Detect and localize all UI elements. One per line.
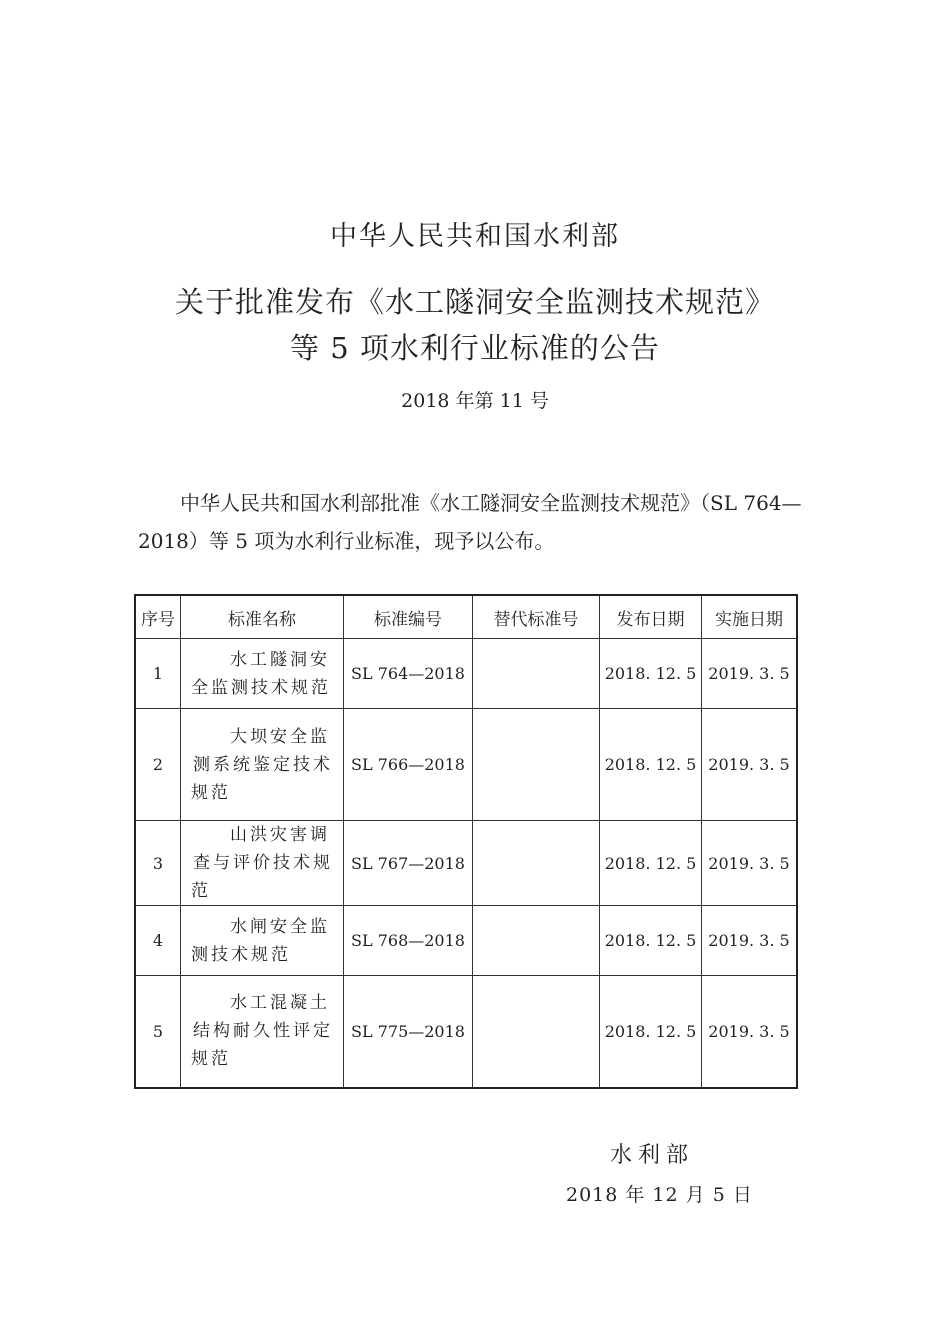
signature-issuer: 水利部 [610,1143,695,1168]
announcement-title-line1: 关于批准发布《水工隧洞安全监测技术规范》 [174,285,775,319]
row-no: 2 [135,709,181,821]
row-code: SL 767—2018 [344,821,473,906]
row-code: SL 768—2018 [344,906,473,976]
table-row [135,976,797,1088]
row-name [181,709,344,821]
row-effective: 2019. 3. 5 [702,709,798,821]
column-header-code: 标准编号 [344,595,473,639]
row-name [181,906,344,976]
row-published: 2018. 12. 5 [600,821,702,906]
row-published: 2018. 12. 5 [600,976,702,1088]
table-row [135,821,797,906]
row-effective: 2019. 3. 5 [702,976,798,1088]
table-row [135,906,797,976]
announcement-paragraph: 中华人民共和国水利部批准《水工隧洞安全监测技术规范》（SL 764—2018）等 5 项为水利行业标准，现予以公布。 [138,491,802,553]
row-replaces [473,709,600,821]
document-number: 2018 年第 11 号 [401,390,549,412]
row-name-text: 大坝安全监测系统鉴定技术规范 [191,726,333,803]
standards-table [134,594,798,1089]
signature-date: 2018 年 12 月 5 日 [566,1184,753,1206]
announcement-title-line2: 等 5 项水利行业标准的公告 [290,331,660,365]
row-replaces [473,976,600,1088]
column-header-published: 发布日期 [600,595,702,639]
row-effective: 2019. 3. 5 [702,821,798,906]
row-name-text: 水闸安全监测技术规范 [191,916,330,965]
row-published: 2018. 12. 5 [600,906,702,976]
issuing-organization: 中华人民共和国水利部 [330,221,620,252]
row-effective: 2019. 3. 5 [702,639,798,709]
column-header-name: 标准名称 [181,595,344,639]
row-name [181,976,344,1088]
table-row [135,639,797,709]
row-effective: 2019. 3. 5 [702,906,798,976]
row-no: 4 [135,906,181,976]
column-header-effective: 实施日期 [702,595,798,639]
row-published: 2018. 12. 5 [600,639,702,709]
row-published: 2018. 12. 5 [600,709,702,821]
row-no: 3 [135,821,181,906]
row-name-text: 水工隧洞安全监测技术规范 [191,649,331,698]
row-replaces [473,906,600,976]
column-header-no: 序号 [135,595,181,639]
row-name [181,639,344,709]
row-name-text: 山洪灾害调查与评价技术规范 [191,825,333,901]
row-replaces [473,821,600,906]
table-row [135,709,797,821]
row-code: SL 775—2018 [344,976,473,1088]
row-no: 1 [135,639,181,709]
row-replaces [473,639,600,709]
row-name [181,821,344,906]
row-code: SL 764—2018 [344,639,473,709]
row-no: 5 [135,976,181,1088]
row-name-text: 水工混凝土结构耐久性评定规范 [191,993,333,1070]
column-header-replaces: 替代标准号 [473,595,600,639]
table-header-row [135,595,797,639]
row-code: SL 766—2018 [344,709,473,821]
